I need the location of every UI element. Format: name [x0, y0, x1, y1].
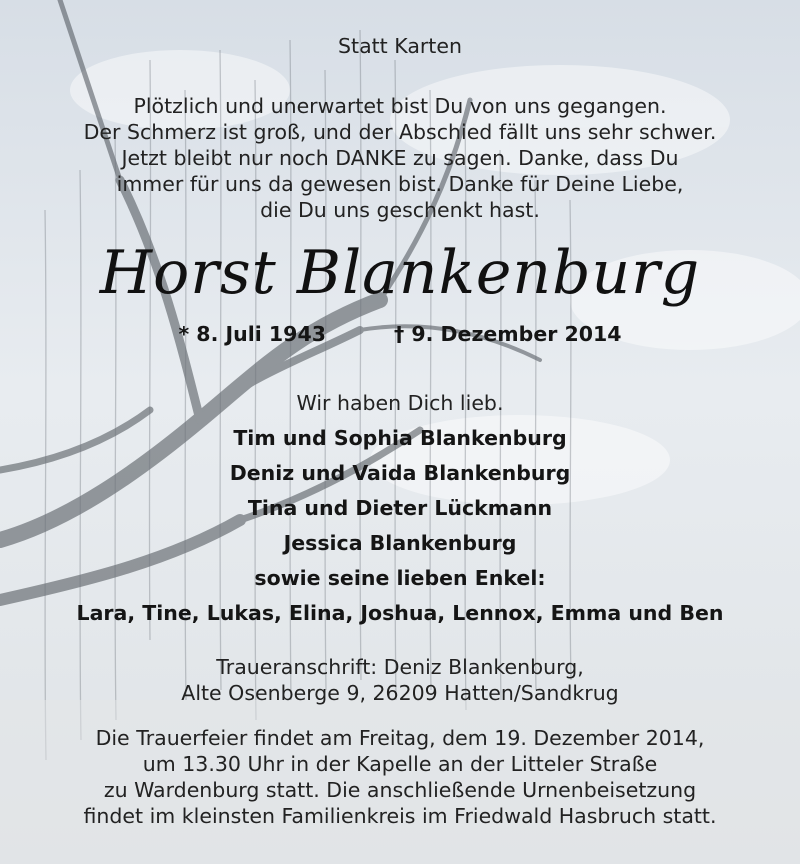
birth-date: * 8. Juli 1943 [178, 322, 326, 346]
address-line-1: Traueranschrift: Deniz Blankenburg, [216, 655, 584, 679]
ceremony-line-3: zu Wardenburg statt. Die anschließende Urnenbeisetzung [103, 778, 697, 802]
ceremony-line-2: um 13.30 Uhr in der Kapelle an der Litteler Straße [142, 752, 658, 776]
intro-line-5: die Du uns geschenkt hast. [260, 198, 540, 222]
statt-karten-label: Statt Karten [338, 34, 462, 58]
mourner-line-3: Tina und Dieter Lückmann [247, 496, 553, 520]
ceremony-line-4: findet im kleinsten Familienkreis im Friedwald Hasbruch statt. [83, 804, 717, 828]
ceremony-line-1: Die Trauerfeier findet am Freitag, dem 19. Dezember 2014, [95, 726, 705, 750]
death-date: † 9. Dezember 2014 [393, 322, 622, 346]
mourners-heading: Wir haben Dich lieb. [296, 391, 504, 415]
deceased-name: Horst Blankenburg [99, 238, 701, 308]
grandchildren-line: Lara, Tine, Lukas, Elina, Joshua, Lennox, Emma und Ben [76, 601, 724, 625]
life-dates [0, 322, 800, 346]
intro-line-2: Der Schmerz ist groß, und der Abschied fällt uns sehr schwer. [83, 120, 717, 144]
address-line-2: Alte Osenberge 9, 26209 Hatten/Sandkrug [181, 681, 619, 705]
mourner-line-4: Jessica Blankenburg [283, 531, 517, 555]
mourner-line-1: Tim und Sophia Blankenburg [233, 426, 567, 450]
intro-line-1: Plötzlich und unerwartet bist Du von uns gegangen. [133, 94, 667, 118]
mourner-line-2: Deniz und Vaida Blankenburg [229, 461, 571, 485]
intro-line-3: Jetzt bleibt nur noch DANKE zu sagen. Danke, dass Du [121, 146, 679, 170]
intro-line-4: immer für uns da gewesen bist. Danke für Deine Liebe, [116, 172, 684, 196]
mourner-line-5: sowie seine lieben Enkel: [254, 566, 546, 590]
